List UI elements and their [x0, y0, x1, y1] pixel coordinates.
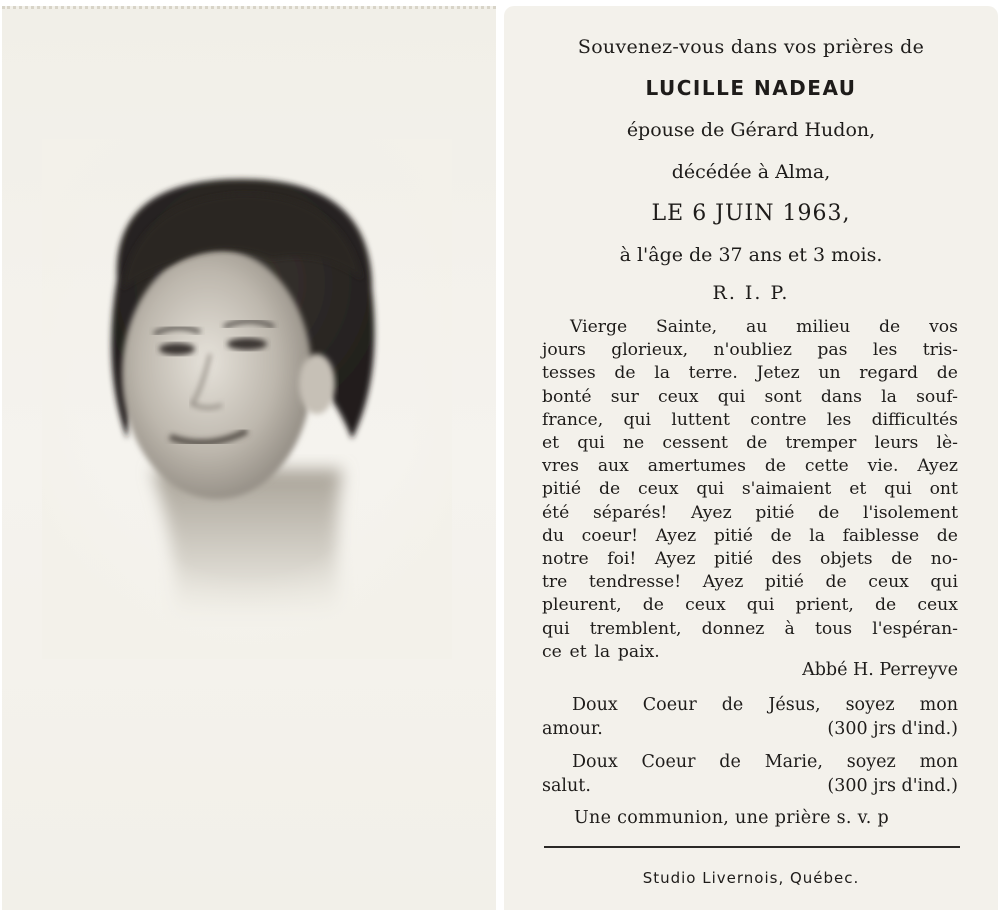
death-date: LE 6 JUIN 1963,	[651, 201, 851, 226]
invocation-word: de	[721, 695, 744, 715]
invocation-word: de	[719, 752, 741, 772]
prayer-word: pitié	[713, 549, 754, 570]
invocation-jesus	[542, 694, 958, 741]
prayer-word: Sainte,	[656, 317, 718, 337]
prayer-word: ceux	[685, 595, 726, 616]
prayer-word: vie.	[867, 456, 899, 477]
prayer-text	[542, 316, 958, 664]
spouse-line: épouse de Gérard Hudon,	[626, 119, 876, 141]
invocation-word: amour.	[542, 718, 603, 739]
indulgence-note: (300 jrs d'ind.)	[827, 718, 958, 739]
prayer-word: l'espéran-	[872, 618, 958, 639]
prayer-word: pitié	[764, 572, 804, 593]
prayer-word: séparés!	[592, 502, 668, 523]
prayer-word: ne	[622, 433, 645, 454]
prayer-word: vres	[542, 456, 579, 477]
prayer-word: la	[654, 363, 670, 384]
death-place: décédée à Alma,	[671, 161, 831, 183]
prayer-word: notre	[542, 549, 589, 570]
prayer-word: de	[764, 456, 786, 477]
prayer-word: donnez	[701, 618, 765, 639]
prayer-line	[542, 478, 958, 501]
prayer-word: de	[770, 525, 792, 546]
prayer-word: à	[784, 618, 795, 639]
prayer-word: qui	[623, 409, 652, 430]
deceased-name: LUCILLE NADEAU	[645, 76, 857, 100]
rip-line: R. I. P.	[712, 282, 790, 304]
studio-credit: Studio Livernois, Québec.	[642, 869, 860, 887]
prayer-word: de	[818, 502, 840, 523]
prayer-line	[542, 502, 958, 525]
prayer-word: lè-	[936, 433, 958, 454]
prayer-word: regard	[859, 363, 919, 384]
prayer-word: milieu	[796, 317, 851, 337]
prayer-line	[542, 618, 958, 641]
prayer-word: qui	[884, 479, 912, 500]
prayer-word: qui	[696, 479, 724, 500]
divider	[544, 846, 960, 848]
prayer-word: sont	[764, 386, 802, 407]
prayer-word: de	[746, 433, 768, 454]
invocation-word: salut.	[542, 775, 591, 796]
prayer-word: tendresse!	[588, 572, 682, 593]
prayer-word: et	[542, 433, 560, 454]
prayer-word: de	[936, 363, 958, 384]
intro-line: Souvenez-vous dans vos prières de	[577, 36, 925, 58]
prayer-word: s'aimaient	[741, 479, 832, 500]
prayer-word: la	[881, 386, 897, 407]
prayer-word: les	[872, 340, 898, 361]
invocation-word: soyez	[845, 695, 895, 715]
prayer-word: Jetez	[756, 363, 800, 384]
invocation-line	[542, 775, 958, 799]
prayer-line	[542, 362, 958, 385]
prayer-word: vos	[929, 317, 958, 337]
prayer-word: tris-	[922, 340, 958, 361]
prayer-word: tous	[814, 618, 853, 639]
prayer-word: pas	[817, 340, 848, 361]
prayer-word: ceux	[917, 595, 958, 616]
prayer-word: de	[875, 595, 897, 616]
portrait-photo	[42, 139, 452, 659]
invocation-word: Jésus,	[768, 695, 821, 715]
prayer-word: pitié	[713, 525, 753, 546]
invocation-word: Doux	[572, 752, 618, 772]
text-card	[504, 6, 998, 910]
prayer-word: glorieux,	[611, 340, 689, 361]
prayer-author: Abbé H. Perreyve	[802, 660, 958, 680]
prayer-word: au	[746, 317, 768, 337]
age-line: à l'âge de 37 ans et 3 mois.	[619, 244, 883, 266]
prayer-word: Ayez	[654, 549, 696, 570]
prayer-word: prient,	[795, 595, 854, 616]
prayer-word: pleurent,	[542, 595, 622, 616]
prayer-word: ont	[929, 479, 958, 500]
prayer-word: Ayez	[917, 456, 958, 477]
prayer-word: luttent	[671, 409, 730, 430]
prayer-word: tremper	[785, 433, 857, 454]
invocation-word: Coeur	[641, 752, 696, 772]
prayer-word: pitié	[755, 502, 795, 523]
prayer-word: faiblesse	[842, 525, 920, 546]
prayer-word: Ayez	[655, 525, 697, 546]
prayer-word: france,	[542, 409, 604, 430]
prayer-word: de	[598, 479, 621, 500]
prayer-word: bonté	[542, 386, 592, 407]
prayer-word: contre	[750, 409, 807, 430]
indulgence-note: (300 jrs d'ind.)	[827, 775, 958, 796]
prayer-line	[542, 339, 958, 362]
prayer-word: et	[849, 479, 867, 500]
prayer-word: ceux	[657, 386, 699, 407]
invocation-word: mon	[919, 695, 958, 715]
prayer-word: sur	[610, 386, 639, 407]
prayer-word: tre	[542, 572, 568, 593]
invocation-word: mon	[919, 752, 958, 772]
invocation-line	[542, 751, 958, 775]
prayer-word: du	[542, 525, 565, 546]
prayer-line	[542, 316, 958, 339]
portrait-card	[2, 6, 496, 910]
prayer-word: de	[891, 549, 913, 570]
prayer-word: ce	[542, 641, 562, 662]
prayer-word: été	[542, 502, 570, 523]
prayer-word: objets	[820, 549, 873, 570]
prayer-word: cessent	[662, 433, 728, 454]
prayer-word: dans	[820, 386, 862, 407]
prayer-word: n'oubliez	[713, 340, 792, 361]
prayer-word: difficultés	[871, 409, 958, 430]
prayer-word: coeur!	[581, 525, 638, 546]
prayer-word: no-	[930, 549, 958, 570]
prayer-word: qui	[746, 595, 775, 616]
prayer-word: qui	[930, 572, 958, 593]
prayer-word: et	[569, 641, 587, 662]
prayer-word: ceux	[868, 572, 909, 593]
prayer-word: Ayez	[702, 572, 744, 593]
prayer-word: de	[825, 572, 847, 593]
prayer-word: pitié	[542, 479, 582, 500]
invocation-word: soyez	[846, 752, 896, 772]
prayer-word: un	[818, 363, 841, 384]
invocation-marie	[542, 751, 958, 798]
prayer-word: jours	[542, 340, 586, 361]
prayer-word: qui	[577, 433, 605, 454]
prayer-word: leurs	[874, 433, 919, 454]
prayer-line	[542, 594, 958, 617]
prayer-line	[542, 548, 958, 571]
prayer-request: Une communion, une prière s. v. p	[574, 808, 889, 828]
prayer-line	[542, 571, 958, 594]
prayer-word: les	[826, 409, 852, 430]
prayer-word: ceux	[637, 479, 679, 500]
invocation-word: Coeur	[642, 695, 697, 715]
prayer-word: de	[642, 595, 664, 616]
prayer-word: qui	[542, 618, 570, 639]
prayer-word: des	[771, 549, 802, 570]
prayer-line	[542, 409, 958, 432]
prayer-word: de	[936, 525, 958, 546]
prayer-word: l'isolement	[862, 502, 958, 523]
prayer-word: Ayez	[690, 502, 732, 523]
prayer-line	[542, 455, 958, 478]
prayer-word: qui	[717, 386, 746, 407]
prayer-word: souf-	[916, 386, 958, 407]
prayer-word: la	[594, 641, 611, 662]
prayer-word: amertumes	[647, 456, 746, 477]
prayer-word: aux	[597, 456, 629, 477]
prayer-word: de	[879, 317, 901, 337]
prayer-word: tesses	[542, 363, 596, 384]
prayer-line	[542, 525, 958, 548]
invocation-word: Marie,	[764, 752, 823, 772]
prayer-word: la	[809, 525, 825, 546]
prayer-word: foi!	[607, 549, 637, 570]
prayer-word: de	[614, 363, 636, 384]
prayer-word: tremblent,	[589, 618, 682, 639]
prayer-word: cette	[804, 456, 849, 477]
prayer-word: Vierge	[570, 317, 628, 337]
prayer-line	[542, 432, 958, 455]
invocation-line	[542, 718, 958, 742]
invocation-word: Doux	[572, 695, 618, 715]
prayer-word: terre.	[688, 363, 738, 384]
prayer-word: paix.	[617, 641, 660, 662]
invocation-line	[542, 694, 958, 718]
prayer-line	[542, 386, 958, 409]
